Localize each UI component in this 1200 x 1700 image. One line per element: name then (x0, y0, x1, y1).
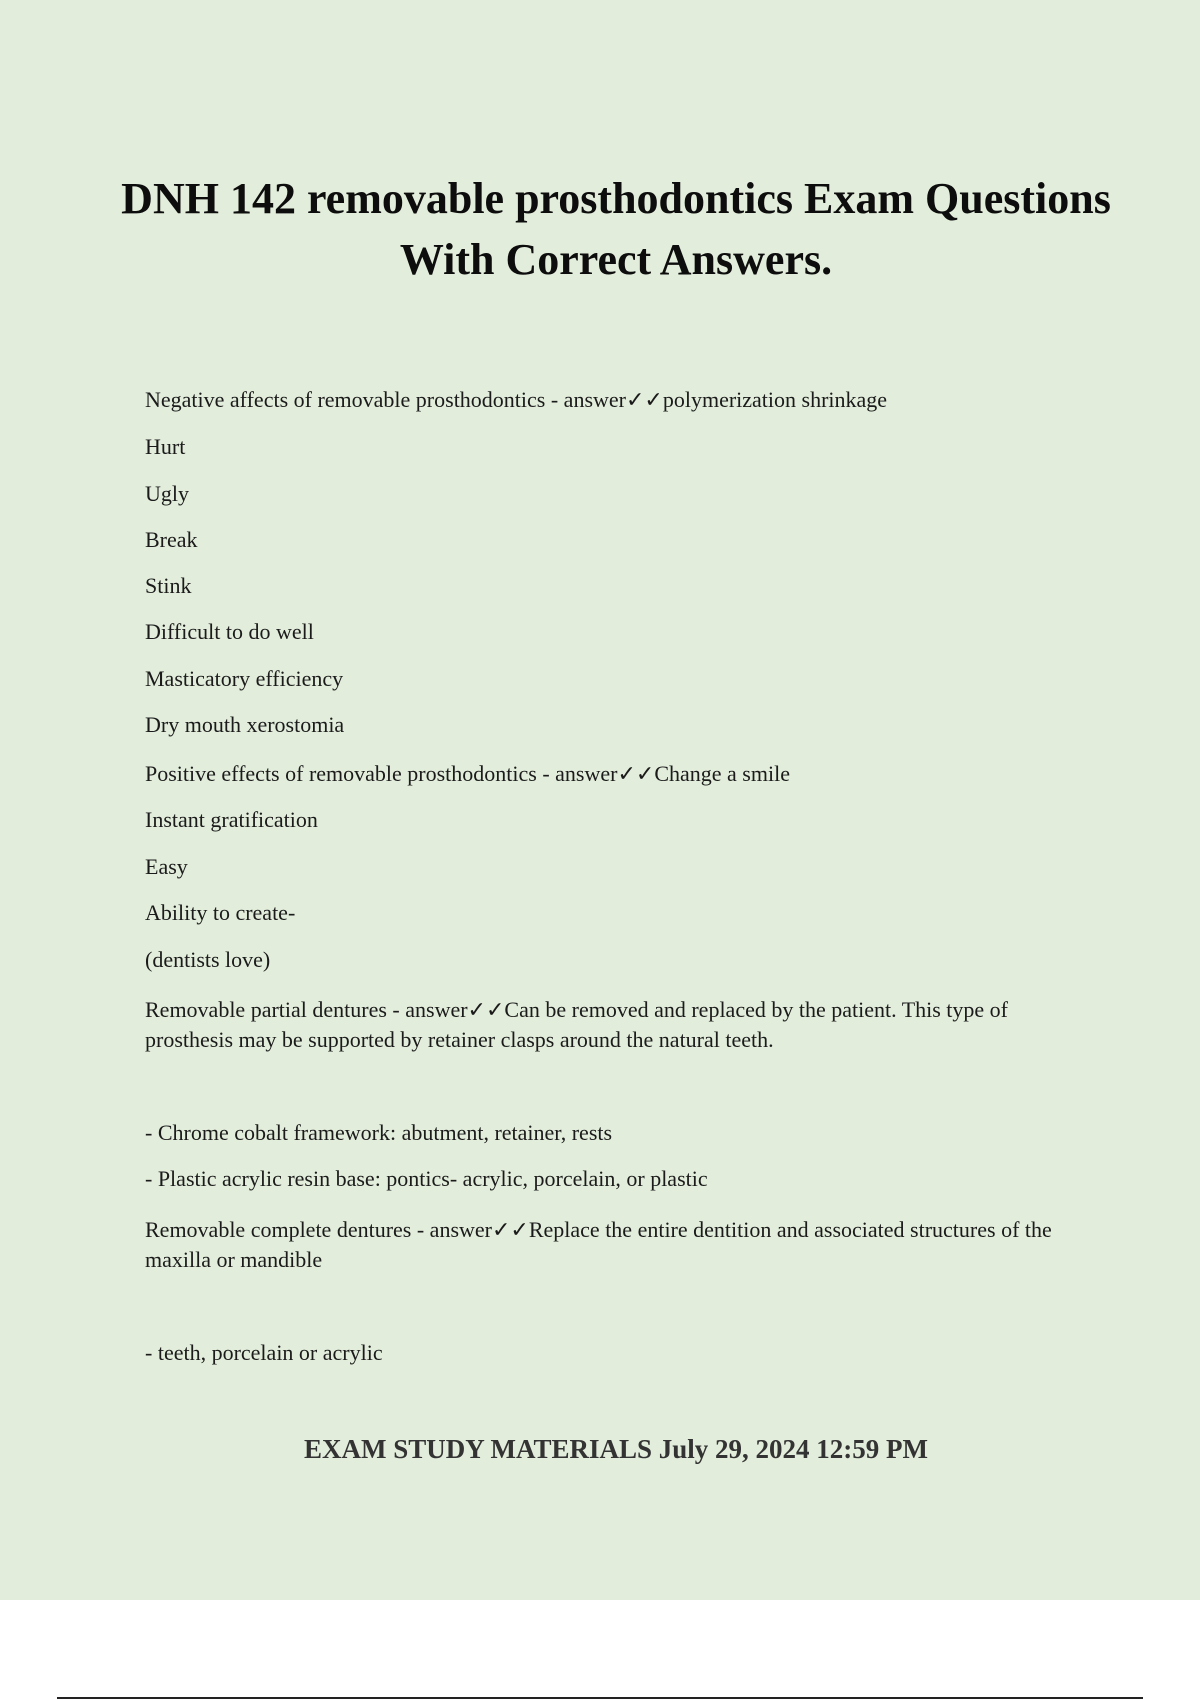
document-footer: EXAM STUDY MATERIALS July 29, 2024 12:59 PM (303, 1434, 929, 1464)
question-negative-affects: Negative affects of removable prosthodontics - answer✓✓polymerization shrinkage (145, 387, 888, 412)
answer-item-teeth: - teeth, porcelain or acrylic (145, 1340, 383, 1365)
answer-item-ability: Ability to create- (145, 900, 296, 925)
document-title: DNH 142 removable prosthodontics Exam Questions With Correct Answers. (121, 174, 1111, 284)
answer-item-chrome-cobalt: - Chrome cobalt framework: abutment, retainer, rests (145, 1120, 613, 1145)
answer-item-stink: Stink (145, 573, 192, 598)
answer-item-break: Break (145, 527, 198, 552)
answer-item-easy: Easy (145, 854, 188, 879)
answer-item-hurt: Hurt (145, 434, 186, 459)
question-removable-partial: Removable partial dentures - answer✓✓Can be removed and replaced by the patient. This type of prosthesis may be supported by retainer clasps around the natural teeth. (145, 997, 1009, 1052)
question-positive-effects: Positive effects of removable prosthodontics - answer✓✓Change a smile (145, 761, 790, 786)
question-removable-complete: Removable complete dentures - answer✓✓Replace the entire dentition and associated structures of the maxilla or mandible (145, 1217, 1052, 1272)
answer-item-difficult: Difficult to do well (145, 619, 314, 644)
answer-item-instant: Instant gratification (145, 807, 318, 832)
answer-item-dry-mouth: Dry mouth xerostomia (145, 712, 345, 737)
answer-item-ugly: Ugly (145, 481, 189, 506)
answer-item-dentists: (dentists love) (145, 947, 271, 972)
answer-item-plastic-acrylic: - Plastic acrylic resin base: pontics- acrylic, porcelain, or plastic (145, 1166, 708, 1191)
answer-item-masticatory: Masticatory efficiency (145, 666, 344, 691)
page-divider (57, 1697, 1143, 1699)
